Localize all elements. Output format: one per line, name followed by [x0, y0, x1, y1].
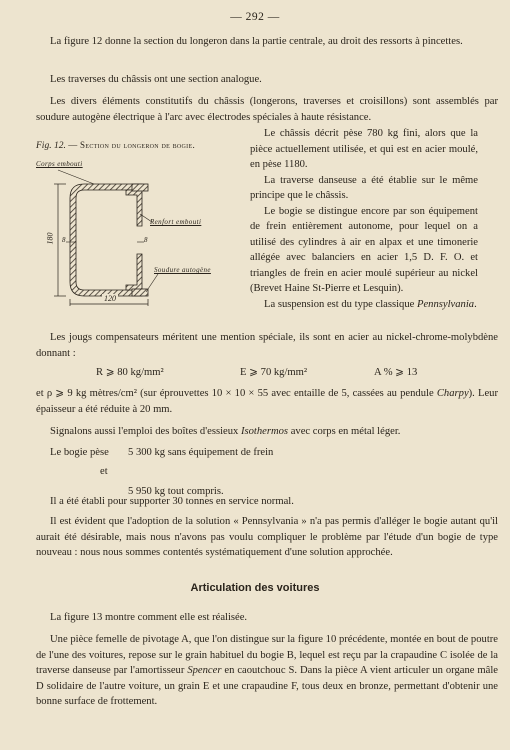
value-a: A % ⩾ 13	[374, 367, 418, 378]
right-column	[250, 126, 478, 312]
paragraph-frein: Le bogie se distingue encore par son équipement de frein entièrement autonome, pour lequel on a utilisé des cylindres à air en alpax et une timonerie allégée avec balanciers en acier 1,5 D. F. O. et triangles de frein en acier moulé supérieur au nickel (Brevet Haine St-Pierre et Lesquin).	[250, 205, 478, 294]
thickness-left-value: 8	[62, 236, 66, 244]
poids-et: et	[100, 466, 108, 477]
paragraph-traverse-danseuse: La traverse danseuse a été établie sur le même principe que le châssis.	[250, 174, 478, 201]
longeron-section-svg	[36, 156, 246, 306]
label-renfort-embouti: Renfort embouti	[150, 218, 202, 226]
figure-number: Fig. 12.	[36, 141, 66, 151]
paragraph-poids-chassis: Le châssis décrit pèse 780 kg fini, alors que la pièce actuellement utilisée, et qui est en acier moulé, en pèse 1180.	[250, 128, 478, 170]
poids-tout-compris: 5 950 kg tout compris.	[128, 486, 224, 497]
thickness-right-value: 8	[144, 236, 148, 244]
paragraph-pennsylvania: Il est évident que l'adoption de la solution « Pennsylvania » n'a pas permis d'alléger le bogie autant qu'il aurait été désirable, mais nous n'avons pas voulu compliquer le problème par l'étude d'un bogie de type nouveau : nous nous sommes contentés systématiquement d'une solution approchée.	[36, 516, 498, 558]
leader-soudure	[146, 274, 158, 292]
label-corps-embouti: Corps embouti	[36, 160, 83, 168]
figure-title: — Section du longeron de bogie.	[68, 140, 195, 150]
value-e: E ⩾ 70 kg/mm²	[240, 367, 308, 378]
paragraph-30-tonnes: Il a été établi pour supporter 30 tonnes en service normal.	[50, 496, 294, 507]
leader-corps	[58, 170, 94, 184]
renfort-lower-shape	[126, 254, 142, 290]
flange-bottom	[132, 289, 148, 296]
figure-12-section-drawing	[36, 156, 246, 306]
paragraph-figure-13: La figure 13 montre comment elle est réalisée.	[50, 612, 248, 623]
poids-label: Le bogie pèse	[50, 447, 109, 458]
dimension-height-value: 180	[45, 232, 55, 245]
paragraph-boites-essieux: Signalons aussi l'emploi des boîtes d'essieux Isothermos avec corps en métal léger.	[50, 426, 401, 437]
paragraph-traverses: Les traverses du châssis ont une section analogue.	[50, 74, 262, 85]
poids-sans-frein: 5 300 kg sans équipement de frein	[128, 447, 274, 458]
page-number: — 292 —	[230, 11, 280, 23]
figure-caption	[36, 140, 195, 151]
flange-top	[132, 184, 148, 191]
paragraph-jougs: Les jougs compensateurs méritent une mention spéciale, ils sont en acier au nickel-chrome-molybdène donnant :	[36, 332, 498, 359]
dimension-width-value: 120	[104, 294, 116, 303]
paragraph-assemblage: Les divers éléments constitutifs du châssis (longerons, traverses et croisillons) sont assemblés par soudure autogène électrique à l'arc avec électrodes spéciales à haute résistance.	[36, 96, 498, 123]
paragraph-suspension: La suspension est du type classique Pennsylvania.	[264, 298, 477, 310]
paragraph-articulation: Une pièce femelle de pivotage A, que l'on distingue sur la figure 10 précédente, montée en bout de poutre de l'une des voitures, repose sur le grain habituel du bogie B, lequel est reçu par la crapaudine C isolée de la traverse danseuse par l'amortisseur Spencer en caoutchouc S. Dans la pièce A vient articuler un organe mâle D solidaire de l'autre voiture, un grain E et une crapaudine F, tous deux en bronze, permettant d'obtenir une bonne surface de frottement.	[36, 634, 498, 707]
corps-embouti-shape	[70, 184, 142, 296]
paragraph-longeron-section: La figure 12 donne la section du longeron dans la partie centrale, au droit des ressorts à pincettes.	[50, 36, 463, 47]
paragraph-resilience: et ρ ⩾ 9 kg mètres/cm² (sur éprouvettes 10 × 10 × 55 avec entaille de 5, cassées au pendule Charpy). Leur épaisseur a été réduite à 20 mm.	[36, 388, 498, 415]
label-soudure-autogene: Soudure autogène	[154, 266, 211, 274]
value-r: R ⩾ 80 kg/mm²	[96, 367, 164, 378]
section-heading: Articulation des voitures	[190, 582, 320, 594]
renfort-embouti-shape	[126, 190, 142, 226]
